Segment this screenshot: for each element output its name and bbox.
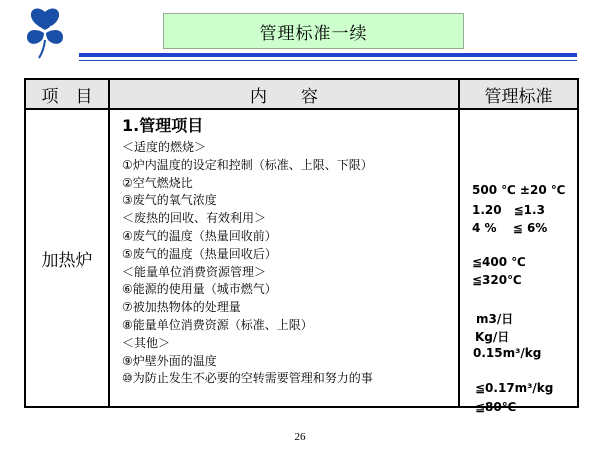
standard-value: 1.20 ≦1.3 [472,203,545,217]
title-rule-thin [79,60,577,61]
list-item: ＜适度的燃烧＞ [122,140,207,154]
page-number: 26 [294,431,306,443]
standard-value: 0.15m³/kg [473,346,542,360]
list-item: ①炉内温度的设定和控制（标准、上限、下限） [122,157,373,172]
title-rule-thick [79,53,577,57]
standard-value: ≦400 ℃ [472,255,526,269]
standard-value: ≦80℃ [475,400,517,414]
list-item: ⑨炉壁外面的温度 [122,353,217,368]
standard-value: Kg/日 [475,330,510,344]
content-cell [109,109,459,407]
list-item: ＜废热的回收、有效利用＞ [122,211,267,226]
table-header-row [25,79,578,109]
list-item: ＜能量单位消费资源管理＞ [122,264,267,279]
list-item: ⑩为防止发生不必要的空转需要管理和努力的事 [122,371,373,386]
standard-cell [459,109,578,414]
list-item: ③废气的氧气浓度 [122,193,217,208]
standard-value: ≦320℃ [472,273,522,287]
standard-value: 500 ℃ ±20 ℃ [472,183,566,197]
item-cell: 加热炉 [25,109,109,407]
standards-table [24,78,579,414]
table-row [25,109,578,407]
standard-value: ≦0.17m³/kg [475,381,554,395]
header-content: 内 容 [109,79,459,109]
standard-value: m3/日 [476,312,514,326]
list-item: ⑧能量单位消费资源（标准、上限） [122,317,313,332]
list-item: ⑤废气的温度（热量回收后） [122,246,277,261]
list-item: ＜其他＞ [122,335,171,350]
clover-logo-icon [22,6,68,64]
content-list [122,139,458,388]
header-standard: 管理标准 [459,79,578,109]
list-item: ⑥能源的使用量（城市燃气） [122,282,277,297]
header-item: 项 目 [25,79,109,109]
list-item: ⑦被加热物体的处理量 [122,300,241,315]
section-title: 1.管理项目 [122,116,204,135]
list-item: ④废气的温度（热量回收前） [122,228,277,243]
list-item: ②空气燃烧比 [122,175,193,190]
page-title: 管理标准一续 [163,13,464,49]
standard-value: 4 % ≦ 6% [472,221,548,235]
